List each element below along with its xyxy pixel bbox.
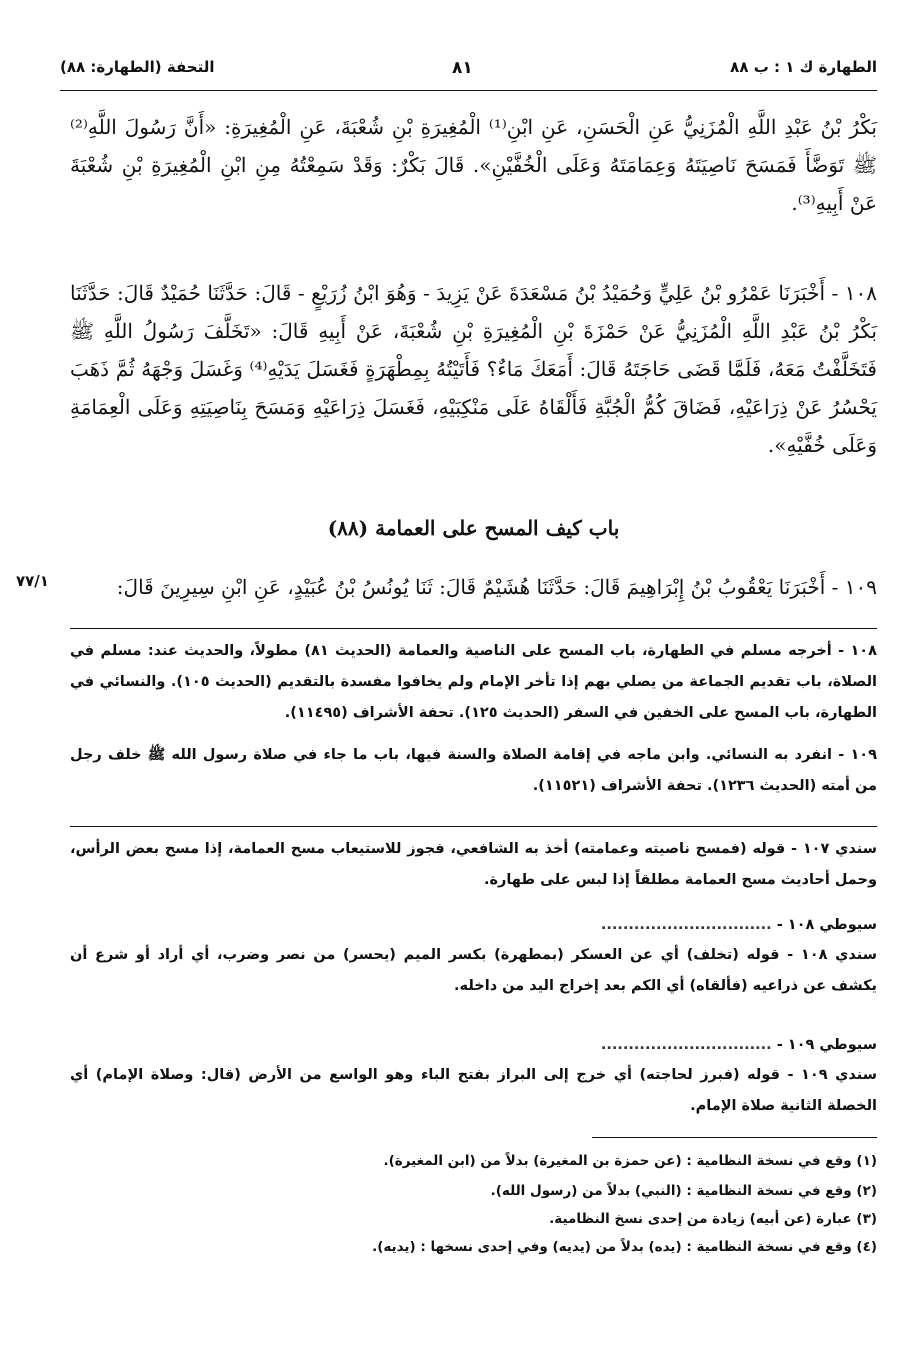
header-divider (60, 90, 877, 91)
variant-note-2: (٢) وقع في نسخة النظامية : (النبي) بدلاً من (رسول الله). (490, 1183, 877, 1199)
variants-divider (592, 1137, 877, 1138)
margin-reference: ٧٧/١ (16, 572, 49, 590)
variant-note-3: (٣) عبارة (عن أبيه) زيادة من إحدى نسخ النظامية. (549, 1211, 877, 1227)
main-text-divider (70, 628, 877, 629)
commentary-divider (70, 826, 877, 827)
suyuti-109: سيوطي ١٠٩ - (776, 1037, 877, 1053)
takhrij-109: ١٠٩ - انفرد به النسائي. وابن ماجه في إقامة الصلاة والسنة فيها، باب ما جاء في صلاة رسول الله ﷺ خلف رجل من أمته (الحديث ١٢٣٦). تحفة الأشراف (١١٥٢١). (70, 747, 877, 794)
variant-note-1: (١) وقع في نسخة النظامية : (عن حمزة بن المغيرة) بدلاً من (ابن المغيرة). (383, 1153, 877, 1169)
chapter-title: (٨٨) باب كيف المسح على العمامة (327, 516, 620, 540)
sindi-109: سندي ١٠٩ - قوله (فبرز لحاجته) أي خرج إلى البراز بفتح الباء وهو الواسع من الأرض (قال: وصلاة الإمام) أي الخصلة الثانية صلاة الإمام. (70, 1067, 877, 1114)
hadith-108: ١٠٨ - أَخْبَرَنَا عَمْرُو بْنُ عَلِيٍّ وَحُمَيْدُ بْنُ مَسْعَدَةَ عَنْ يَزِيدَ - وَهُوَ ابْنُ زُرَيْعٍ - قَالَ: حَدَّثَنَا حُمَيْدٌ قَالَ: حَدَّثَنَا بَكْرُ بْنُ عَبْدِ اللَّهِ الْمُزَنِيُّ عَنْ حَمْزَةَ بْنِ الْمُغِيرَةِ بْنِ شُعْبَةَ، عَنْ أَبِيهِ قَالَ: «تَخَلَّفَ رَسُولُ اللَّهِ ﷺ فَتَخَلَّفْتُ مَعَهُ، فَلَمَّا قَضَى حَاجَتَهُ قَالَ: أَمَعَكَ مَاءٌ؟ فَأَتَيْتُهُ بِمِطْهَرَةٍ فَغَسَلَ يَدَيْهِ⁽⁴⁾ وَغَسَلَ وَجْهَهُ ثُمَّ ذَهَبَ يَحْسُرُ عَنْ ذِرَاعَيْهِ، فَضَاقَ كُمُّ الْجُبَّةِ فَأَلْقَاهُ عَلَى مَنْكِبَيْهِ، فَغَسَلَ ذِرَاعَيْهِ وَمَسَحَ بِنَاصِيَتِهِ وَعَلَى الْعِمَامَةِ وَعَلَى خُفَّيْهِ». (70, 281, 877, 457)
header-chapter-ref: الطهارة ك ١ : ب ٨٨ (730, 58, 877, 76)
sindi-107: سندي ١٠٧ - قوله (فمسح ناصيته وعمامته) أخذ به الشافعي، فجوز للاستيعاب مسح العمامة، إذا مسح بعض الرأس، وحمل أحاديث مسح العمامة مطلقاً إذا لبس على طهارة. (70, 841, 877, 888)
hadith-107-continuation: بَكْرُ بْنُ عَبْدِ اللَّهِ الْمُزَنِيُّ عَنِ الْحَسَنِ، عَنِ ابْنِ⁽¹⁾ الْمُغِيرَةِ بْنِ شُعْبَةَ، عَنِ الْمُغِيرَةِ: «أَنَّ رَسُولَ اللَّهِ⁽²⁾ ﷺ تَوَضَّأَ فَمَسَحَ نَاصِيَتَهُ وَعِمَامَتَهُ وَعَلَى الْخُفَّيْنِ». قَالَ بَكْرٌ: وَقَدْ سَمِعْتُهُ مِنِ ابْنِ الْمُغِيرَةِ بْنِ شُعْبَةَ عَنْ أَبِيهِ⁽³⁾. (70, 115, 877, 215)
suyuti-108: سيوطي ١٠٨ - (776, 917, 877, 933)
page-number: ٨١ (452, 58, 473, 78)
suyuti-108-line (70, 910, 877, 941)
header-tuhfa-ref: التحفة (الطهارة: ٨٨) (60, 58, 215, 76)
sindi-108: سندي ١٠٨ - قوله (تخلف) أي عن العسكر (بمطهرة) بكسر الميم (يحسر) من نصر وضرب، أي أراد أو شرع أن يكشف عن ذراعيه (فألقاه) أي الكم بعد إخراج اليد من داخله. (70, 947, 877, 994)
suyuti-109-line (70, 1030, 877, 1061)
variant-note-4: (٤) وقع في نسخة النظامية : (يده) بدلاً من (يديه) وفي إحدى نسخها : (يديه). (372, 1239, 877, 1255)
suyuti-109-dots: ............................... (600, 1037, 772, 1053)
suyuti-108-dots: ............................... (600, 917, 772, 933)
takhrij-108: ١٠٨ - أخرجه مسلم في الطهارة، باب المسح على الناصية والعمامة (الحديث ٨١) مطولاً، والحديث عند: مسلم في الصلاة، باب تقديم الجماعة من يصلي بهم إذا تأخر الإمام ولم يخافوا مفسدة بالتقديم (الحديث ١٠٥). والنسائي في الطهارة، باب المسح على الخفين في السفر (الحديث ١٢٥). تحفة الأشراف (١١٤٩٥). (70, 643, 877, 721)
hadith-109: ١٠٩ - أَخْبَرَنَا يَعْقُوبُ بْنُ إِبْرَاهِيمَ قَالَ: حَدَّثَنَا هُشَيْمٌ قَالَ: ثَنَا يُونُسُ بْنُ عُبَيْدٍ، عَنِ ابْنِ سِيرِينَ قَالَ: (116, 575, 877, 599)
